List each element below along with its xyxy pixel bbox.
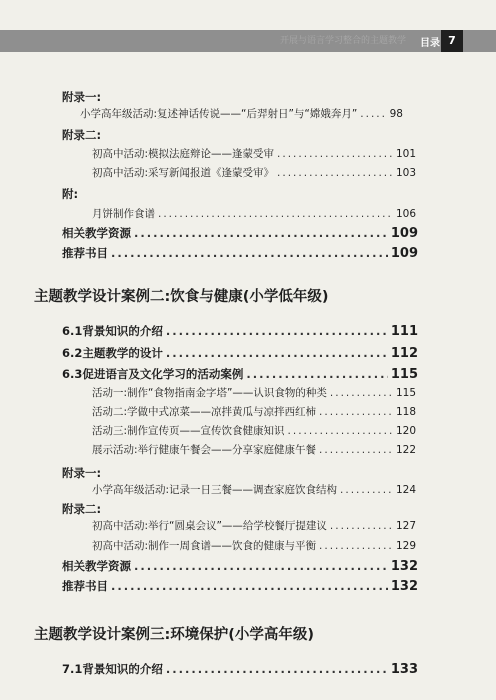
toc-entry[interactable]: 小学高年级活动:记录一日三餐——调查家庭饮食结构 ..... 124	[92, 482, 416, 497]
section-number: 6.1	[62, 324, 83, 338]
toc-entry[interactable]: 活动三:制作宣传页——宣传饮食健康知识 ..... 120	[92, 423, 416, 438]
toc-page-number: 132	[390, 579, 418, 594]
toc-page-number: 122	[395, 444, 416, 456]
toc-page-number: 124	[395, 484, 416, 496]
toc-page-number: 101	[395, 148, 416, 160]
toc-entry[interactable]: 展示活动:举行健康午餐会——分享家庭健康午餐 ..... 122	[92, 442, 416, 457]
dot-leader	[319, 540, 393, 552]
toc-page-number: 127	[395, 520, 416, 532]
toc-entry[interactable]: 月饼制作食谱 ..... 106	[92, 206, 416, 221]
toc-page-number: 112	[390, 346, 418, 361]
toc-page-number: 129	[395, 540, 416, 552]
header-title: 目录	[420, 38, 440, 49]
toc-page-number: 111	[390, 324, 418, 339]
dot-leader	[319, 444, 393, 456]
toc-entry[interactable]: 初高中活动:制作一周食谱——饮食的健康与平衡 ..... 129	[92, 538, 416, 553]
toc-chapter-title[interactable]: 主题教学设计案例二:饮食与健康(小学低年级)	[34, 289, 329, 305]
toc-page-number: 115	[395, 387, 416, 399]
dot-leader	[166, 324, 388, 338]
dot-leader	[158, 208, 393, 220]
toc-chapter-title[interactable]: 主题教学设计案例三:环境保护(小学高年级)	[34, 627, 315, 643]
dot-leader	[134, 226, 388, 240]
toc-entry[interactable]: 推荐书目 ..... 109	[62, 245, 418, 261]
toc-entry[interactable]: 相关教学资源 ..... 109	[62, 225, 418, 241]
toc-appendix-heading: 附录二:	[62, 502, 102, 516]
toc-entry[interactable]: 活动一:制作“食物指南金字塔”——认识食物的种类 ..... 115	[92, 385, 416, 400]
toc-appendix-heading: 附录一:	[62, 90, 102, 104]
toc-entry[interactable]: 相关教学资源 ..... 132	[62, 558, 418, 574]
dot-leader	[360, 108, 386, 120]
section-number: 7.1	[62, 662, 83, 676]
dot-leader	[330, 520, 393, 532]
dot-leader	[166, 662, 388, 676]
dot-leader	[111, 246, 388, 260]
dot-leader	[166, 346, 388, 360]
toc-entry[interactable]: 推荐书目 ..... 132	[62, 578, 418, 594]
toc-page-number: 133	[390, 662, 418, 677]
toc-page-number: 118	[395, 406, 416, 418]
toc-section-entry[interactable]: 7.1 背景知识的介绍 ..... 133	[62, 661, 418, 677]
dot-leader	[277, 148, 393, 160]
running-head-bleed: 开展与语言学习整合的主题教学	[280, 36, 407, 46]
dot-leader	[340, 484, 393, 496]
toc-section-entry[interactable]: 6.3 促进语言及文化学习的活动案例 ..... 115	[62, 366, 418, 382]
toc-page-number: 103	[395, 167, 416, 179]
toc-page-number: 115	[390, 367, 418, 382]
toc-appendix-heading: 附录一:	[62, 466, 102, 480]
toc-entry[interactable]: 活动二:学做中式凉菜——凉拌黄瓜与凉拌西红柿 ..... 118	[92, 404, 416, 419]
dot-leader	[330, 387, 393, 399]
dot-leader	[288, 425, 393, 437]
toc-page-number: 109	[390, 226, 418, 241]
toc-page-number: 132	[390, 559, 418, 574]
toc-entry[interactable]: 初高中活动:举行“圆桌会议”——给学校餐厅提建议 ..... 127	[92, 518, 416, 533]
toc-page-number: 106	[395, 208, 416, 220]
toc-section-entry[interactable]: 6.2 主题教学的设计 ..... 112	[62, 345, 418, 361]
toc-page-number: 120	[395, 425, 416, 437]
dot-leader	[246, 367, 387, 381]
page-number: 7	[441, 30, 463, 52]
toc-appendix-heading: 附:	[62, 187, 79, 201]
toc-entry[interactable]: 初高中活动:模拟法庭辩论——逢蒙受审 ..... 101	[92, 146, 416, 161]
toc-section-entry[interactable]: 6.1 背景知识的介绍 ..... 111	[62, 323, 418, 339]
section-number: 6.3	[62, 367, 83, 381]
dot-leader	[134, 559, 388, 573]
toc-page-number: 109	[390, 246, 418, 261]
dot-leader	[319, 406, 393, 418]
dot-leader	[111, 579, 388, 593]
toc-appendix-heading: 附录二:	[62, 128, 102, 142]
toc-entry[interactable]: 初高中活动:采写新闻报道《逢蒙受审》 ..... 103	[92, 165, 416, 180]
section-number: 6.2	[62, 346, 83, 360]
toc-entry[interactable]: 小学高年级活动:复述神话传说——“后羿射日”与“嫦娥奔月” ..... 98	[80, 106, 403, 121]
dot-leader	[277, 167, 393, 179]
toc-page-number: 98	[389, 108, 403, 120]
